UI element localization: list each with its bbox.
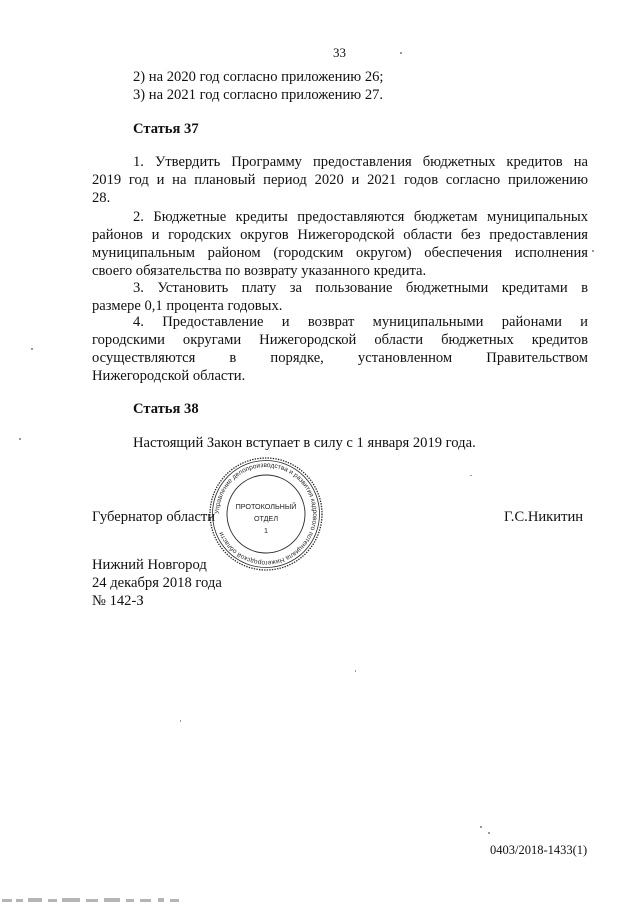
- stamp-line-1: ПРОТОКОЛЬНЫЙ: [235, 502, 297, 511]
- scan-noise: [0, 893, 220, 905]
- place-city: Нижний Новгород: [92, 557, 207, 573]
- document-code: 0403/2018-1433(1): [490, 843, 588, 857]
- paragraph-line: размере 0,1 процента годовых.: [92, 298, 283, 314]
- place-date: 24 декабря 2018 года: [92, 575, 222, 591]
- stamp-line-2: ОТДЕЛ: [253, 514, 279, 523]
- paragraph-line: городскими округами Нижегородской области бюджетных кредитов: [92, 332, 588, 348]
- paragraph-line: 2. Бюджетные кредиты предоставляются бюджетам муниципальных: [133, 209, 588, 225]
- paragraph-line: 28.: [92, 190, 111, 206]
- law-number: № 142-З: [92, 593, 144, 609]
- scan-speck: [480, 826, 482, 828]
- article-37-heading: Статья 37: [133, 121, 199, 137]
- paragraph-line: муниципальным районом (городским округом) обеспечения исполнения: [92, 245, 588, 261]
- scan-speck: [19, 438, 21, 440]
- article-38-heading: Статья 38: [133, 401, 199, 417]
- scan-speck: [355, 670, 356, 672]
- scan-speck: [488, 832, 490, 834]
- paragraph-line: своего обязательства по возврату указанного кредита.: [92, 263, 427, 279]
- stamp-line-3: 1: [264, 526, 268, 535]
- page-number: 33: [333, 45, 346, 60]
- scan-speck: [470, 475, 472, 476]
- article-38-text: Настоящий Закон вступает в силу с 1 января 2019 года.: [133, 435, 476, 451]
- list-item-2020: 2) на 2020 год согласно приложению 26;: [133, 69, 384, 85]
- official-stamp: [207, 455, 325, 573]
- paragraph-line: 1. Утвердить Программу предоставления бюджетных кредитов на: [133, 154, 588, 170]
- list-item-2021: 3) на 2021 год согласно приложению 27.: [133, 87, 384, 103]
- scan-speck: [400, 52, 402, 54]
- scan-speck: [31, 348, 33, 350]
- paragraph-line: 2019 год и на плановый период 2020 и 2021 годов согласно приложению: [92, 172, 588, 188]
- scan-speck: [592, 250, 594, 252]
- paragraph-line: 4. Предоставление и возврат муниципальными районами и: [133, 314, 588, 330]
- paragraph-line: осуществляются в порядке, установленном Правительством: [92, 350, 588, 366]
- signatory-position: Губернатор области: [92, 509, 216, 525]
- paragraph-line: Нижегородской области.: [92, 368, 246, 384]
- paragraph-line: районов и городских округов Нижегородской области без предоставления: [92, 227, 588, 243]
- paragraph-line: 3. Установить плату за пользование бюджетными кредитами в: [133, 280, 588, 296]
- scan-speck: [180, 720, 181, 722]
- stamp-ring-text: Управление делопроизводства и развития кадрового потенциала Нижегородской области: [213, 461, 319, 567]
- signatory-name: Г.С.Никитин: [504, 509, 584, 525]
